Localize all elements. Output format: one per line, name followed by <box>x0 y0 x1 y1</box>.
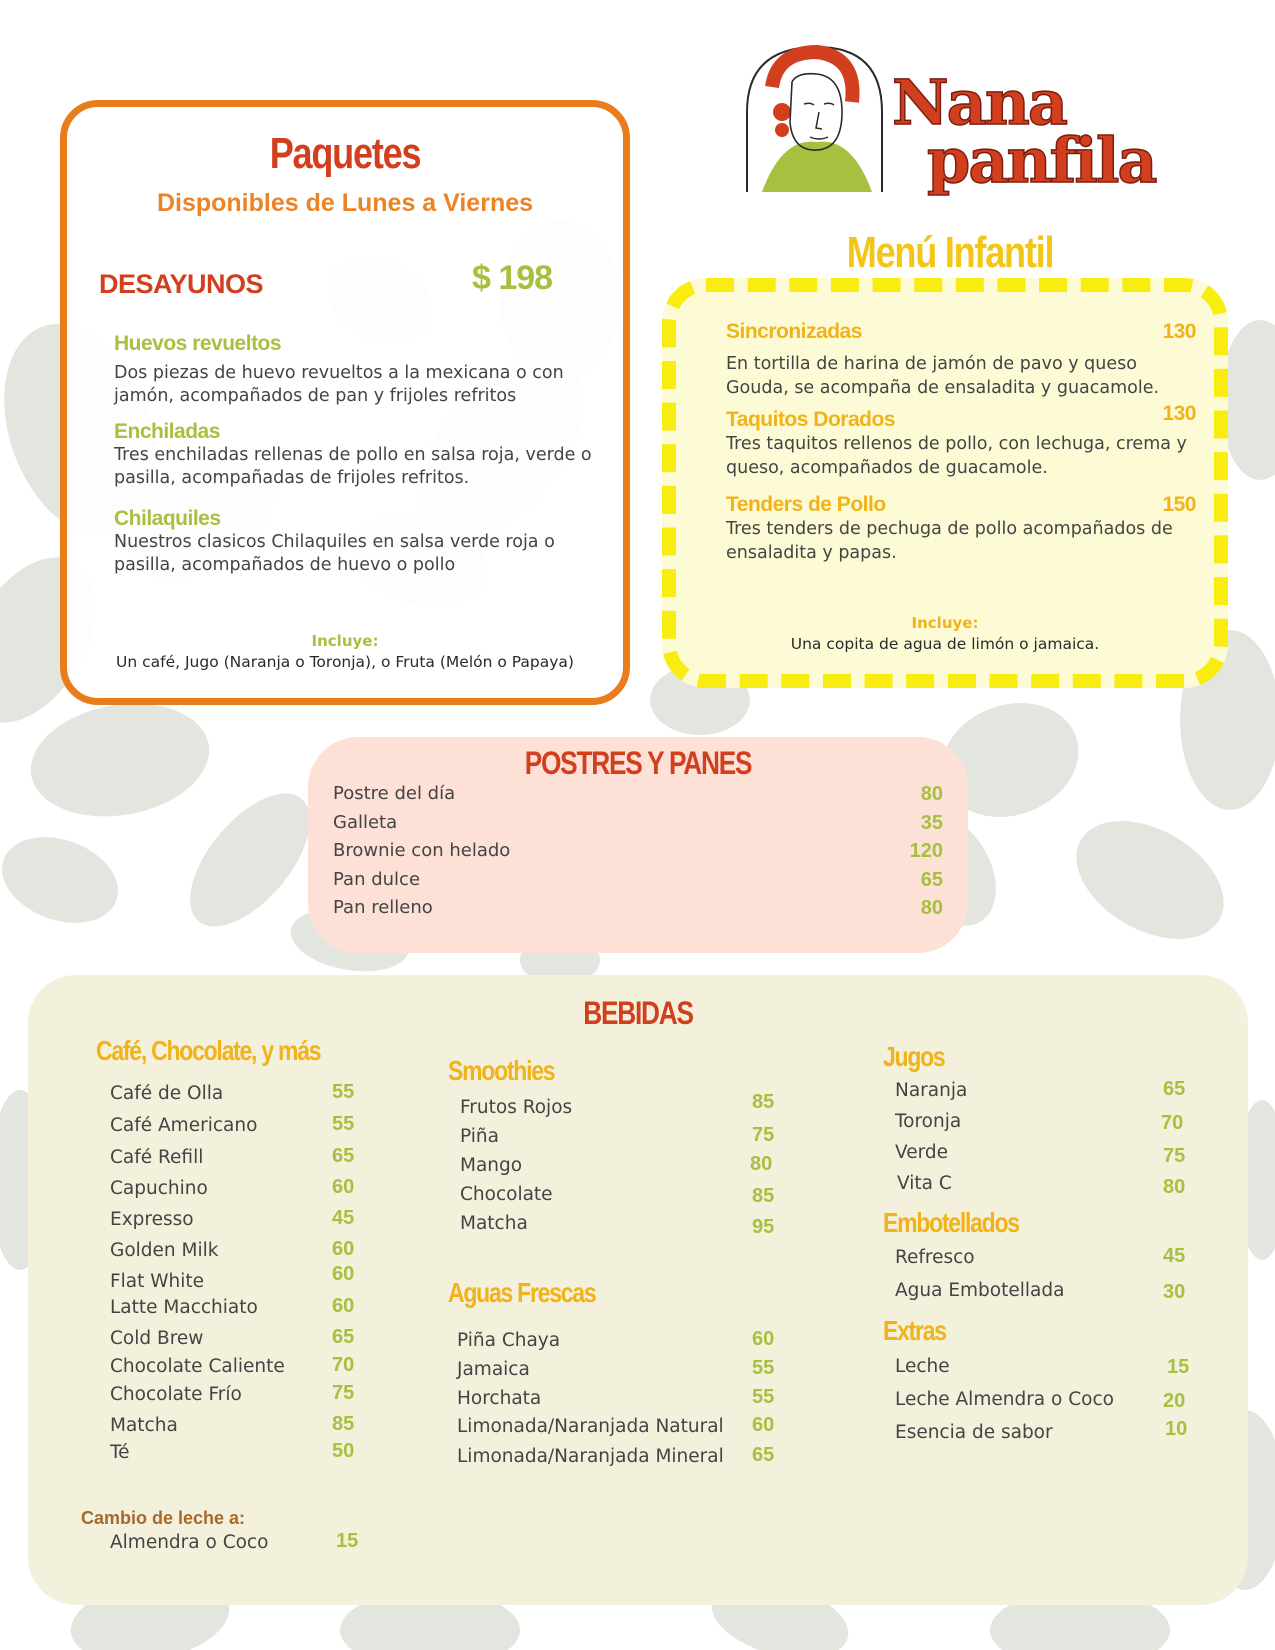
paquete-item-name: Enchiladas <box>114 420 220 443</box>
embotellados-section-title: Embotellados <box>883 1207 1019 1238</box>
item-price: 55 <box>332 1113 355 1135</box>
extras-section-title: Extras <box>883 1315 946 1346</box>
paquete-item <box>114 507 614 577</box>
item-name: Café Americano <box>110 1115 258 1136</box>
item-price: 15 <box>1167 1356 1190 1378</box>
item-price: 65 <box>332 1326 355 1348</box>
item-name: Té <box>110 1442 130 1463</box>
item-name: Pan relleno <box>333 897 433 918</box>
svg-text:Nana: Nana <box>892 66 1067 139</box>
list-item <box>460 1213 780 1242</box>
item-name: Café de Olla <box>110 1083 224 1104</box>
infantil-item-price: 150 <box>1162 493 1196 516</box>
aguas-list <box>457 1330 787 1475</box>
item-price: 60 <box>332 1176 355 1198</box>
item-name: Matcha <box>110 1415 178 1436</box>
embotellados-list <box>895 1247 1185 1313</box>
item-name: Frutos Rojos <box>460 1097 573 1118</box>
smoothies-list <box>460 1091 780 1242</box>
list-item <box>333 840 943 869</box>
menu-infantil-panel <box>662 278 1228 688</box>
list-item <box>895 1142 1185 1173</box>
list-item <box>460 1155 780 1184</box>
item-price: 80 <box>1163 1176 1186 1198</box>
item-name: Jamaica <box>457 1359 530 1380</box>
item-price: 85 <box>332 1413 355 1435</box>
item-name: Horchata <box>457 1388 542 1409</box>
cambio-leche-list <box>110 1532 390 1560</box>
item-price: 65 <box>1163 1078 1186 1100</box>
infantil-item <box>726 320 1196 400</box>
item-name: Latte Macchiato <box>110 1297 258 1318</box>
bebidas-panel <box>28 975 1248 1605</box>
item-name: Chocolate <box>460 1184 553 1205</box>
list-item <box>457 1446 787 1475</box>
list-item <box>333 869 943 898</box>
cambio-leche-label: Cambio de leche a: <box>81 1508 246 1528</box>
desayunos-heading: DESAYUNOS <box>99 269 264 299</box>
infantil-item <box>726 493 1196 565</box>
item-price: 65 <box>920 868 943 891</box>
list-item <box>110 1178 390 1209</box>
list-item <box>110 1442 390 1470</box>
item-price: 45 <box>1163 1245 1186 1267</box>
nana-panfila-logo <box>742 42 1162 207</box>
list-item <box>333 783 943 812</box>
item-price: 70 <box>1161 1112 1184 1134</box>
paquete-item-name: Chilaquiles <box>114 507 221 530</box>
paquete-item-desc: Nuestros clasicos Chilaquiles en salsa verde roja o pasilla, acompañados de huevo o pollo <box>114 532 555 575</box>
list-item <box>895 1080 1185 1111</box>
bebidas-title: BEBIDAS <box>583 995 693 1031</box>
item-name: Refresco <box>895 1247 975 1268</box>
item-price: 80 <box>920 783 943 805</box>
infantil-item-price: 130 <box>1162 402 1196 425</box>
list-item <box>457 1330 787 1359</box>
cafe-section-title: Café, Chocolate, y más <box>96 1035 321 1066</box>
item-price: 55 <box>332 1081 355 1103</box>
aguas-section-title: Aguas Frescas <box>448 1277 596 1308</box>
cafe-list <box>110 1083 390 1470</box>
list-item <box>110 1083 390 1115</box>
item-price: 95 <box>752 1216 775 1238</box>
item-price: 80 <box>920 897 943 919</box>
list-item <box>457 1388 787 1416</box>
infantil-item-name: Taquitos Dorados <box>726 408 895 431</box>
item-name: Piña Chaya <box>457 1330 561 1351</box>
paquetes-subtitle: Disponibles de Lunes a Viernes <box>156 189 534 217</box>
list-item <box>460 1091 780 1126</box>
list-item <box>110 1297 390 1328</box>
item-name: Agua Embotellada <box>895 1280 1065 1301</box>
item-name: Esencia de sabor <box>895 1422 1053 1443</box>
infantil-item-desc: Tres taquitos rellenos de pollo, con lechuga, crema y queso, acompañados de guacamole. <box>726 434 1187 478</box>
postres-list <box>333 783 943 926</box>
item-name: Mango <box>460 1155 523 1176</box>
item-name: Café Refill <box>110 1147 204 1168</box>
list-item <box>110 1384 390 1415</box>
infantil-item-name: Tenders de Pollo <box>726 493 886 516</box>
paquete-item <box>114 420 614 490</box>
list-item <box>895 1356 1190 1389</box>
item-price: 75 <box>1163 1145 1186 1167</box>
item-name: Chocolate Caliente <box>110 1356 285 1377</box>
item-name: Cold Brew <box>110 1328 204 1349</box>
list-item <box>110 1209 390 1240</box>
infantil-includes-label: Incluye: <box>911 614 979 632</box>
item-price: 85 <box>752 1091 775 1113</box>
infantil-item-name: Sincronizadas <box>726 320 862 343</box>
item-price: 60 <box>752 1414 775 1436</box>
list-item <box>110 1263 390 1297</box>
list-item <box>110 1415 390 1442</box>
list-item <box>333 812 943 841</box>
item-name: Expresso <box>110 1209 194 1230</box>
item-price: 30 <box>1163 1281 1186 1303</box>
item-name: Leche <box>895 1356 950 1377</box>
menu-infantil-title: Menú Infantil <box>846 228 1054 277</box>
item-price: 65 <box>332 1145 355 1167</box>
item-name: Matcha <box>460 1213 528 1234</box>
item-price: 65 <box>752 1444 775 1466</box>
item-price: 60 <box>332 1238 355 1260</box>
infantil-item-desc: En tortilla de harina de jamón de pavo y queso Gouda, se acompaña de ensaladita y guacamole. <box>726 354 1160 398</box>
item-price: 120 <box>909 840 943 862</box>
smoothies-section-title: Smoothies <box>448 1055 555 1086</box>
paquetes-includes-text: Un café, Jugo (Naranja o Toronja), o Fruta (Melón o Papaya) <box>116 653 574 671</box>
item-name: Flat White <box>110 1271 205 1292</box>
list-item <box>895 1111 1185 1142</box>
item-price: 45 <box>332 1207 355 1229</box>
list-item <box>895 1418 1188 1455</box>
list-item <box>110 1356 390 1384</box>
item-name: Toronja <box>895 1111 962 1132</box>
list-item <box>460 1126 780 1155</box>
infantil-item <box>726 402 1196 480</box>
item-name: Leche Almendra o Coco <box>895 1389 1114 1410</box>
infantil-item-desc: Tres tenders de pechuga de pollo acompañados de ensaladita y papas. <box>726 519 1173 563</box>
item-price: 15 <box>336 1530 359 1552</box>
item-name: Piña <box>460 1126 499 1147</box>
item-name: Vita C <box>897 1173 952 1194</box>
item-price: 80 <box>750 1153 773 1175</box>
item-name: Pan dulce <box>333 868 421 890</box>
desayunos-price: $ 198 <box>472 259 553 297</box>
jugos-list <box>895 1080 1185 1204</box>
item-name: Chocolate Frío <box>110 1384 242 1405</box>
list-item <box>110 1115 390 1147</box>
jugos-section-title: Jugos <box>883 1041 945 1072</box>
list-item <box>895 1173 1185 1204</box>
paquetes-title: Paquetes <box>269 129 421 178</box>
item-name: Verde <box>895 1142 949 1163</box>
paquete-item-name: Huevos revueltos <box>114 332 282 355</box>
item-price: 55 <box>752 1357 775 1379</box>
paquetes-includes-label: Incluye: <box>311 632 379 650</box>
svg-text:panfila: panfila <box>927 124 1156 197</box>
item-name: Brownie con helado <box>333 840 511 861</box>
list-item <box>333 897 943 926</box>
item-name: Almendra o Coco <box>110 1532 269 1553</box>
item-price: 85 <box>752 1185 775 1207</box>
item-name: Galleta <box>333 811 398 833</box>
list-item <box>110 1147 390 1178</box>
list-item <box>460 1184 780 1213</box>
list-item <box>895 1247 1185 1280</box>
list-item <box>895 1280 1185 1313</box>
paquete-item-desc: Dos piezas de huevo revueltos a la mexicana o con jamón, acompañados de pan y frijoles refritos <box>114 363 564 406</box>
item-price: 75 <box>332 1382 355 1404</box>
item-name: Limonada/Naranjada Natural <box>457 1416 724 1437</box>
list-item <box>895 1389 1185 1422</box>
item-name: Limonada/Naranjada Mineral <box>457 1446 724 1467</box>
item-name: Capuchino <box>110 1178 208 1199</box>
item-name: Golden Milk <box>110 1240 219 1261</box>
paquete-item <box>114 332 614 408</box>
item-price: 70 <box>332 1354 355 1376</box>
paquetes-panel <box>60 100 630 705</box>
postres-panel <box>308 737 968 953</box>
item-price: 55 <box>752 1386 775 1408</box>
paquete-item-desc: Tres enchiladas rellenas de pollo en salsa roja, verde o pasilla, acompañadas de frijoles refritos. <box>114 445 592 488</box>
item-price: 60 <box>332 1263 355 1285</box>
list-item <box>110 1532 390 1560</box>
list-item <box>457 1359 787 1388</box>
item-price: 10 <box>1165 1418 1188 1440</box>
item-price: 50 <box>332 1440 355 1462</box>
infantil-includes-text: Una copita de agua de limón o jamaica. <box>790 635 1100 653</box>
item-price: 60 <box>752 1328 775 1350</box>
list-item <box>457 1416 787 1446</box>
item-price: 75 <box>752 1124 775 1146</box>
item-name: Naranja <box>895 1080 968 1101</box>
postres-title: POSTRES Y PANES <box>524 745 752 781</box>
item-price: 35 <box>920 811 943 834</box>
infantil-item-price: 130 <box>1162 320 1196 343</box>
item-price: 60 <box>332 1295 355 1317</box>
list-item <box>110 1328 390 1356</box>
item-name: Postre del día <box>333 783 456 804</box>
item-price: 20 <box>1163 1390 1186 1412</box>
extras-list <box>895 1356 1190 1455</box>
